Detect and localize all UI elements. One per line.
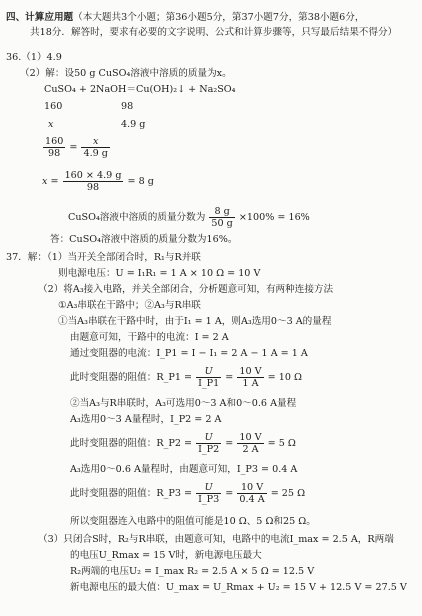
r3-result: = 25 Ω <box>270 488 306 499</box>
mass-fraction-lhs: CuSO₄溶液中溶质的质量分数为 <box>68 212 206 223</box>
r3-den2: 0.4 A <box>239 494 265 505</box>
q37-resistance-3 <box>70 482 305 505</box>
r2-lhs: 此时变阻器的阻值：R_P2 = <box>70 438 193 449</box>
section-header <box>6 12 364 24</box>
solve-x-lhs: x = <box>42 176 59 187</box>
ratio-left-den: 98 <box>48 148 61 159</box>
r2-result: = 5 Ω <box>267 438 296 449</box>
q37-line-1: 37．解：（1）当开关全部闭合时，R₁与R并联 <box>6 252 201 263</box>
q36-answer: 答：CuSO₄溶液中溶质的质量分数为16%。 <box>50 234 238 245</box>
ratio-right-num: x <box>81 136 109 148</box>
r2-mid: = <box>225 438 234 449</box>
q36-mass-160: 160 <box>44 101 63 112</box>
q37-line-3: （2）将A₃接入电路，并关全部闭合，分析题意可知，有两种连接方法 <box>38 284 334 295</box>
r2-num2: 10 V <box>239 432 262 443</box>
section-intro-1: （本大题共3个小题；第36小题5分，第37小题7分，第38小题6分， <box>73 12 365 23</box>
r1-mid: = <box>225 372 234 383</box>
q36-var-x: x <box>48 119 54 130</box>
r2-den2: 2 A <box>242 444 259 455</box>
q37-resistance-1 <box>70 366 302 389</box>
mass-fraction-result: ×100% = 16% <box>238 212 310 223</box>
q36-solve-x <box>42 170 154 193</box>
q37-line-9: ②当A₃与R串联时，A₃可选用0～3 A和0～0.6 A量程 <box>70 398 297 409</box>
r1-den2: 1 A <box>242 378 259 389</box>
solve-x-result: = 8 g <box>127 176 154 187</box>
q37-line-5: ①当A₃串联在干路中时，由于I₁ = 1 A，则A₃选用0～3 A的量程 <box>58 316 332 327</box>
q37-line-12: A₃选用0～0.6 A量程时，由题意可知，I_P3 = 0.4 A <box>70 464 298 475</box>
ratio-right-den: 4.9 g <box>83 148 108 159</box>
mass-fraction-num: 8 g <box>209 206 234 218</box>
q36-ratio <box>42 136 111 159</box>
q36-part1: 36.（1）4.9 <box>6 52 62 63</box>
q37-line-10: A₃选用0～3 A量程时，I_P2 = 2 A <box>70 414 222 425</box>
q37-line-14: 所以变阻器连入电路中的阻值可能是10 Ω、5 Ω和25 Ω。 <box>70 516 316 527</box>
r3-num2: 10 V <box>237 482 266 494</box>
r3-mid: = <box>225 488 234 499</box>
q37-line-15: （3）只闭合S时，R₂与R串联，由题意可知，电路中的电流I_max = 2.5 A，R两端 <box>38 534 394 545</box>
q37-line-2: 则电源电压：U = I₁R₁ = 1 A × 10 Ω = 10 V <box>58 268 261 279</box>
q37-line-17: R₂两端的电压U₂ = I_max R₂ = 2.5 A × 5 Ω = 12.5 V <box>70 566 315 577</box>
r1-result: = 10 Ω <box>267 372 302 383</box>
q36-mass-fraction <box>68 206 310 229</box>
r1-den: I_P1 <box>198 378 220 389</box>
q36-part2-intro: （2）解：设50 g CuSO₄溶液中溶质的质量为x。 <box>20 68 232 79</box>
ratio-left-num: 160 <box>45 136 64 147</box>
section-heading: 四、计算应用题 <box>6 12 74 23</box>
r1-lhs: 此时变阻器的阻值：R_P1 = <box>70 372 193 383</box>
q36-var-4-9g: 4.9 g <box>121 119 146 130</box>
q37-line-18: 新电源电压的最大值：U_max = U_Rmax + U₂ = 15 V + 12.5 V = 27.5 V <box>70 582 407 593</box>
q37-line-7: 通过变阻器的电流：I_P1 = I − I₁ = 2 A − 1 A = 1 A <box>70 348 308 359</box>
q37-line-4: ①A₃串联在干路中；②A₃与R串联 <box>58 300 201 311</box>
r2-num: U <box>196 432 221 444</box>
ratio-equals: = <box>69 142 78 153</box>
solve-x-num: 160 × 4.9 g <box>64 170 122 181</box>
q37-line-16: 的电压U_Rmax = 15 V时，新电源电压最大 <box>70 550 262 561</box>
section-intro-2: 共18分．解答时，要求有必要的文字说明、公式和计算步骤等，只写最后结果不得分） <box>30 27 398 38</box>
r3-lhs: 此时变阻器的阻值：R_P3 = <box>70 488 193 499</box>
r1-num: U <box>196 366 221 378</box>
r2-den: I_P2 <box>198 444 220 455</box>
r3-den: I_P3 <box>198 494 220 505</box>
mass-fraction-den: 50 g <box>211 218 233 229</box>
r3-num: U <box>196 482 221 494</box>
r1-num2: 10 V <box>239 366 262 377</box>
q36-equation: CuSO₄ + 2NaOH＝Cu(OH)₂↓ + Na₂SO₄ <box>44 84 236 95</box>
q36-mass-98: 98 <box>121 101 134 112</box>
solve-x-den: 98 <box>86 182 100 193</box>
q37-resistance-2 <box>70 432 296 455</box>
q37-line-6: 由题意可知，干路中的电流：I = 2 A <box>70 332 229 343</box>
